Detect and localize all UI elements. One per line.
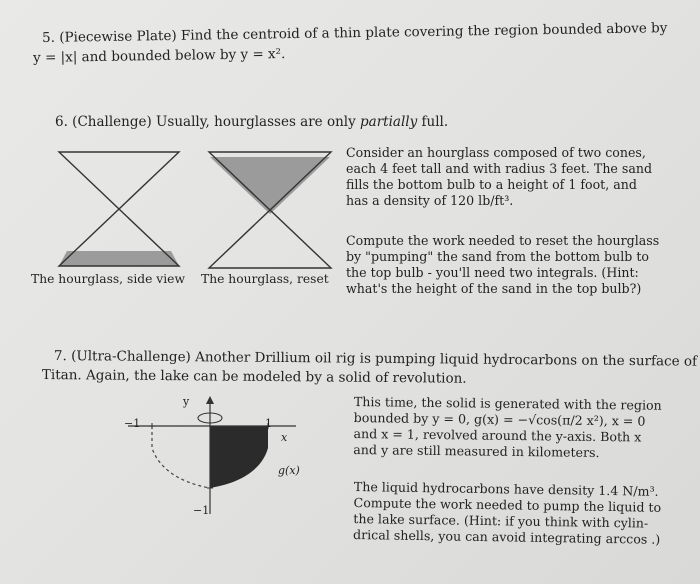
problem6-para1-line: each 4 feet tall and with radius 3 feet. The sand — [346, 161, 653, 176]
problem7-para2 — [353, 479, 684, 548]
problem6-para1-line: has a density of 120 lb/ft³. — [346, 193, 514, 208]
y-axis-arrow — [206, 396, 214, 404]
problem5-line2: y = |x| and bounded below by y = x². — [32, 46, 286, 66]
problem6-para1-line: fills the bottom bulb to a height of 1 foot, and — [346, 177, 637, 192]
problem6-para1-line: Consider an hourglass composed of two cones, — [346, 145, 646, 160]
hourglass-reset-sand — [210, 157, 330, 214]
problem6-heading — [55, 116, 448, 130]
problem7-line2: Titan. Again, the lake can be modeled by a solid of revolution. — [41, 367, 467, 387]
shaded-region — [210, 426, 268, 488]
graph-g-label: g(x) — [278, 464, 300, 477]
hourglass-side-outline — [59, 152, 179, 266]
caption-side-view: The hourglass, side view — [31, 272, 185, 286]
problem7-line1: 7. (Ultra-Challenge) Another Drillium oil rig is pumping liquid hydrocarbons on the surface of — [53, 348, 698, 370]
graph-tick-1-x: 1 — [265, 417, 272, 430]
problem7-para2-line: the lake surface. (Hint: if you think with cylin- — [353, 510, 649, 531]
problem7-para2-line: Compute the work needed to pump the liquid to — [353, 494, 662, 515]
problem6-para2-line: Compute the work needed to reset the hourglass — [346, 233, 660, 248]
problem6-para2-line: by "pumping" the sand from the bottom bulb to — [346, 249, 649, 264]
problem6-para2-line: what's the height of the sand in the top bulb?) — [346, 281, 642, 296]
problem7-para1-line: and y are still measured in kilometers. — [353, 441, 600, 461]
problem7-para1-line: This time, the solid is generated with the region — [353, 394, 662, 413]
problem6-para2-line: the top bulb - you'll need two integrals. (Hint: — [346, 265, 639, 280]
problem6-heading-start: 6. (Challenge) Usually, hourglasses are only — [55, 114, 361, 130]
problem7-para1-line: bounded by y = 0, g(x) = −√cos(π/2 x²), x = 0 — [353, 409, 646, 429]
problem7-para1 — [353, 394, 684, 462]
graph-x-label: x — [281, 431, 288, 444]
problem6-para1 — [346, 145, 676, 209]
problem6-para2 — [346, 233, 676, 297]
graph-y-label: y — [183, 395, 190, 408]
problem5-line1: 5. (Piecewise Plate) Find the centroid of a thin plate covering the region bounded above by — [41, 20, 668, 46]
caption-reset: The hourglass, reset — [201, 272, 329, 286]
hourglass-side-view — [55, 148, 185, 278]
hourglass-side-sand — [59, 251, 179, 266]
problem6-heading-emph: partially — [360, 114, 418, 130]
problem7-para2-line: drical shells, you can avoid integrating arccos .) — [353, 526, 661, 547]
graph-tick-neg1-y: −1 — [193, 504, 210, 517]
problem6-heading-end: full. — [417, 114, 449, 130]
hourglass-reset-view — [205, 148, 335, 278]
problem7-para1-line: and x = 1, revolved around the y-axis. Both x — [353, 425, 642, 445]
graph-tick-neg1-x: −1 — [124, 417, 141, 430]
problem7-para2-line: The liquid hydrocarbons have density 1.4 N/m³. — [353, 479, 659, 499]
dashed-curve — [152, 426, 210, 488]
